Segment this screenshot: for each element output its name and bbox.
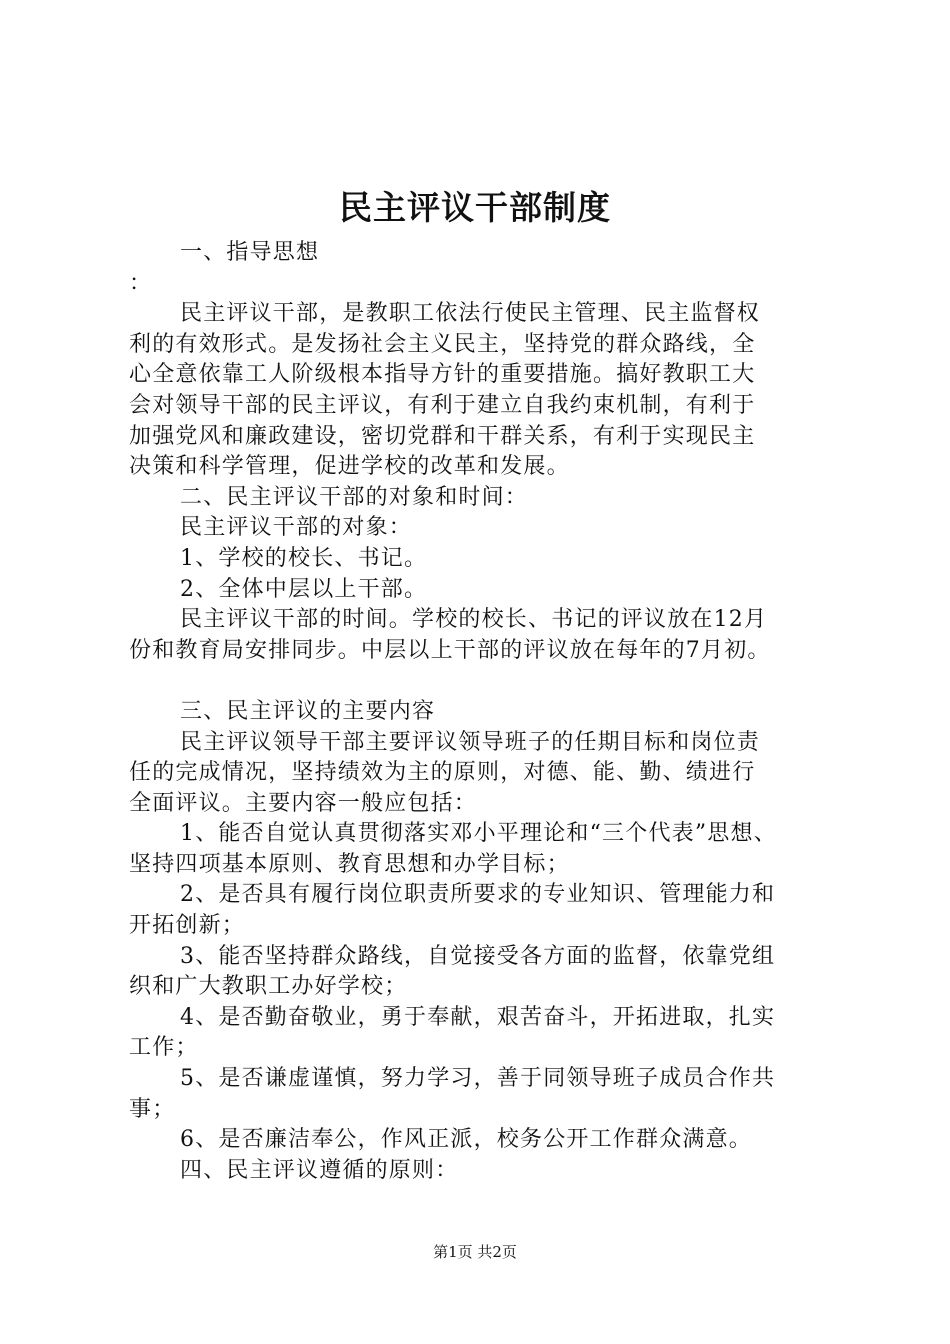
text-line: 4、是否勤奋敬业，勇于奉献，艰苦奋斗，开拓进取，扎实 <box>180 1004 776 1030</box>
text-line: 会对领导干部的民主评议，有利于建立自我约束机制，有利于 <box>129 392 756 418</box>
blank-line <box>129 666 849 697</box>
text-line: 3、能否坚持群众路线，自觉接受各方面的监督，依靠党组 <box>180 943 776 969</box>
text-line: 坚持四项基本原则、教育思想和办学目标； <box>129 851 570 877</box>
text-line: 三、民主评议的主要内容 <box>180 698 436 724</box>
text-line: 1、学校的校长、书记。 <box>180 545 428 571</box>
text-line: 事； <box>129 1096 176 1122</box>
document-title: 民主评议干部制度 <box>339 188 611 227</box>
text-line: 5、是否谦虚谨慎，努力学习，善于同领导班子成员合作共 <box>180 1066 776 1092</box>
text-line: 6、是否廉洁奉公，作风正派，校务公开工作群众满意。 <box>180 1127 752 1153</box>
text-line: 民主评议干部的时间。学校的校长、书记的评议放在12月 <box>180 607 768 633</box>
text-line: 份和教育局安排同步。中层以上干部的评议放在每年的7月初。 <box>129 637 771 663</box>
text-line: 1、能否自觉认真贯彻落实邓小平理论和“三个代表”思想、 <box>180 821 777 847</box>
text-line: 织和广大教职工办好学校； <box>129 974 408 1000</box>
document-body <box>129 238 849 1186</box>
text-line: 利的有效形式。是发扬社会主义民主，坚持党的群众路线，全 <box>129 331 756 357</box>
text-line: 全面评议。主要内容一般应包括： <box>129 790 478 816</box>
text-line: 任的完成情况，坚持绩效为主的原则，对德、能、勤、绩进行 <box>129 760 756 786</box>
text-line: ： <box>129 270 153 296</box>
text-line: 工作； <box>129 1035 199 1061</box>
text-line: 民主评议干部的对象： <box>180 515 413 541</box>
text-line: 二、民主评议干部的对象和时间： <box>180 484 529 510</box>
text-line: 民主评议领导干部主要评议领导班子的任期目标和岗位责 <box>180 729 761 755</box>
text-line: 2、全体中层以上干部。 <box>180 576 428 602</box>
page-footer: 第1页 共2页 <box>433 1243 517 1261</box>
text-line: 一、指导思想 <box>180 240 320 265</box>
text-line: 四、民主评议遵循的原则： <box>180 1157 459 1183</box>
text-line: 2、是否具有履行岗位职责所要求的专业知识、管理能力和 <box>180 882 776 908</box>
text-line: 决策和科学管理，促进学校的改革和发展。 <box>129 454 570 480</box>
text-line: 加强党风和廉政建设，密切党群和干群关系，有利于实现民主 <box>129 423 756 449</box>
text-line: 民主评议干部，是教职工依法行使民主管理、民主监督权 <box>180 301 761 327</box>
text-line: 心全意依靠工人阶级根本指导方针的重要措施。搞好教职工大 <box>129 362 756 388</box>
text-line: 开拓创新； <box>129 913 246 939</box>
